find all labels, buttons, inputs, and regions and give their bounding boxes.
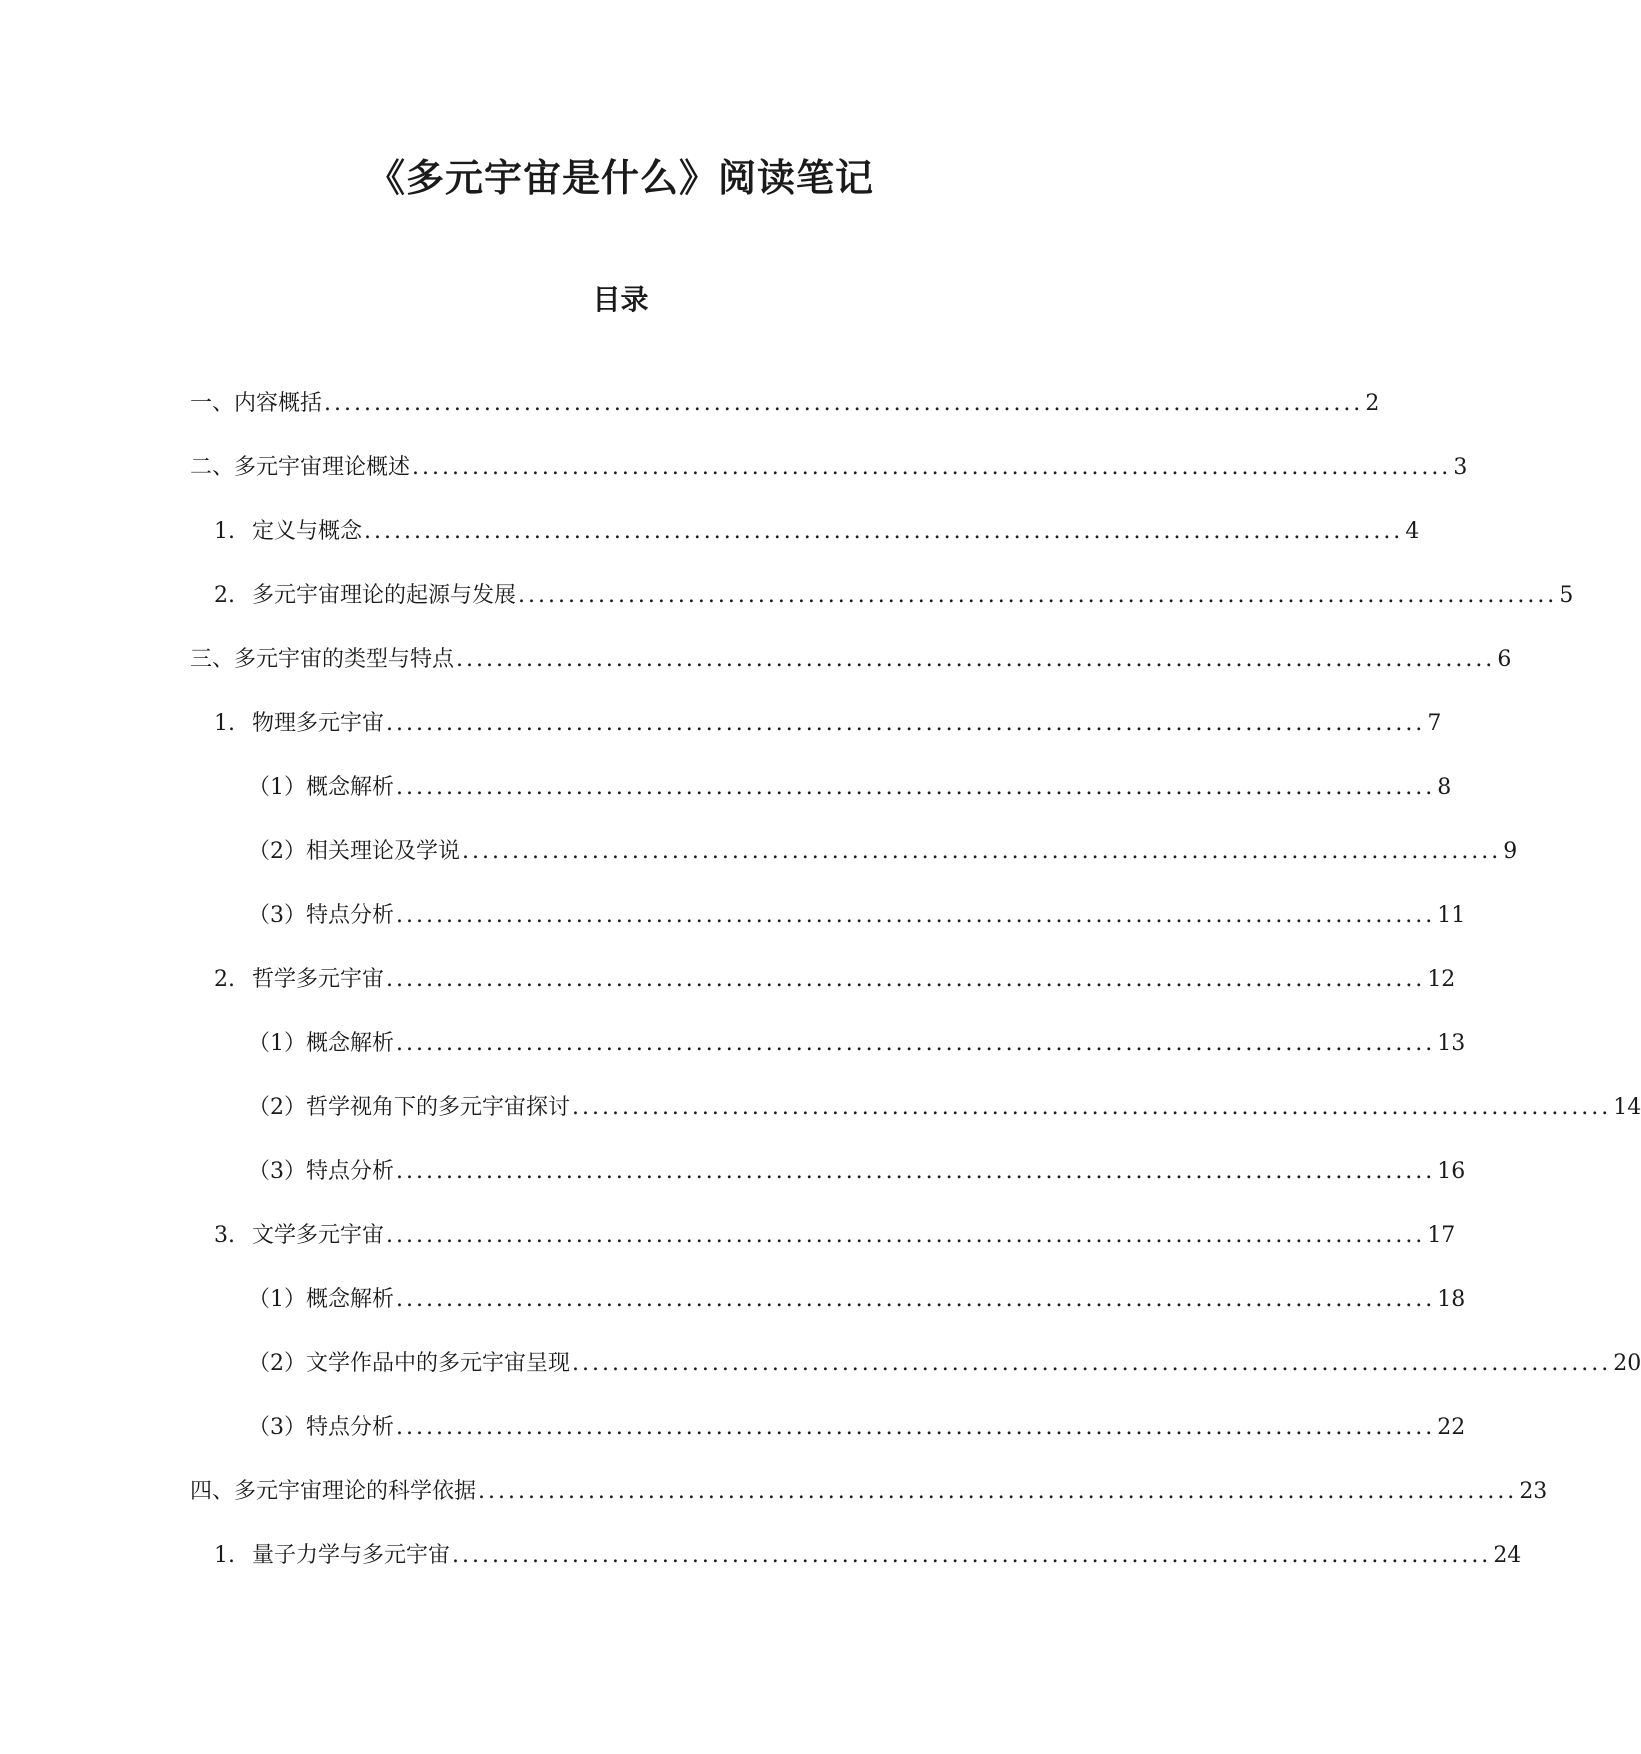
toc-entry-label: 多元宇宙理论的起源与发展 xyxy=(252,583,517,608)
toc-entry[interactable] xyxy=(248,1024,1466,1064)
toc-entry-leader: ........................................................................................................ xyxy=(324,391,1364,416)
toc-entry[interactable] xyxy=(248,1152,1466,1192)
toc-entry-label: 二、多元宇宙理论概述 xyxy=(190,455,411,480)
toc-entry-page: 14 xyxy=(1613,1095,1641,1120)
toc-entry-page: 18 xyxy=(1437,1287,1466,1312)
toc-entry-page: 23 xyxy=(1519,1479,1548,1504)
toc-entry-page: 16 xyxy=(1437,1159,1466,1184)
toc-entry-page: 8 xyxy=(1437,775,1452,800)
toc-entry-leader: ........................................................................................................ xyxy=(386,711,1426,736)
toc-entry-leader: ........................................................................................................ xyxy=(386,1223,1426,1248)
toc-entry-page: 24 xyxy=(1493,1543,1522,1568)
toc-entry-number: 3. xyxy=(214,1223,235,1248)
toc-entry-label: 三、多元宇宙的类型与特点 xyxy=(190,647,455,672)
toc-entry-label: 定义与概念 xyxy=(252,519,363,544)
toc-entry[interactable] xyxy=(248,896,1466,936)
toc-entry-label: 一、内容概括 xyxy=(190,391,323,416)
toc-entry[interactable] xyxy=(214,512,1420,552)
toc-entry-label: （2）哲学视角下的多元宇宙探讨 xyxy=(248,1095,570,1120)
toc-entry[interactable] xyxy=(190,640,1512,680)
toc-entry[interactable] xyxy=(214,960,1456,1000)
toc-entry[interactable] xyxy=(214,576,1574,616)
toc-entry-page: 7 xyxy=(1427,711,1442,736)
toc-entry-label: （1）概念解析 xyxy=(248,775,394,800)
toc-entry-leader: ........................................................................................................ xyxy=(396,775,1436,800)
toc-entry-label: （2）相关理论及学说 xyxy=(248,839,460,864)
toc-entry-label: 哲学多元宇宙 xyxy=(252,967,385,992)
toc-entry-page: 22 xyxy=(1437,1415,1466,1440)
toc-entry[interactable] xyxy=(248,1344,1641,1384)
toc-entry-leader: ........................................................................................................ xyxy=(396,1415,1436,1440)
toc-entry-leader: ........................................................................................................ xyxy=(452,1543,1492,1568)
toc-entry-number: 2. xyxy=(214,967,235,992)
toc-entry-leader: ........................................................................................................ xyxy=(396,1159,1436,1184)
toc-entry-leader: ........................................................................................................ xyxy=(572,1351,1612,1376)
toc-entry[interactable] xyxy=(248,832,1518,872)
toc-entry-label: （3）特点分析 xyxy=(248,1159,394,1184)
toc-entry-page: 17 xyxy=(1427,1223,1456,1248)
toc-entry-label: （1）概念解析 xyxy=(248,1031,394,1056)
toc-entry[interactable] xyxy=(190,1472,1548,1512)
toc-entry-label: 文学多元宇宙 xyxy=(252,1223,385,1248)
toc-entry-label: 物理多元宇宙 xyxy=(252,711,385,736)
toc-entry[interactable] xyxy=(190,448,1468,488)
toc-entry-leader: ........................................................................................................ xyxy=(396,1031,1436,1056)
toc-entry-label: （3）特点分析 xyxy=(248,1415,394,1440)
toc-entry-label: （3）特点分析 xyxy=(248,903,394,928)
toc-heading: 目录 xyxy=(592,283,649,316)
toc-entry-leader: ........................................................................................................ xyxy=(456,647,1496,672)
toc-entry-leader: ........................................................................................................ xyxy=(518,583,1558,608)
toc-entry-page: 11 xyxy=(1437,903,1466,928)
toc-entry[interactable] xyxy=(214,704,1442,744)
toc-entry[interactable] xyxy=(248,1280,1466,1320)
toc-entry-page: 6 xyxy=(1497,647,1512,672)
toc-entry[interactable] xyxy=(248,1088,1641,1128)
toc-entry[interactable] xyxy=(248,768,1452,808)
toc-entry-leader: ........................................................................................................ xyxy=(478,1479,1518,1504)
toc-entry-page: 9 xyxy=(1503,839,1518,864)
toc-entry-number: 1. xyxy=(214,711,235,736)
toc-entry[interactable] xyxy=(214,1216,1456,1256)
toc-entry-leader: ........................................................................................................ xyxy=(412,455,1452,480)
toc-entry-leader: ........................................................................................................ xyxy=(396,903,1436,928)
toc-entry-label: （1）概念解析 xyxy=(248,1287,394,1312)
toc-entry-label: 四、多元宇宙理论的科学依据 xyxy=(190,1479,477,1504)
toc-entry[interactable] xyxy=(248,1408,1466,1448)
toc-entry[interactable] xyxy=(190,384,1380,424)
toc-entry-page: 2 xyxy=(1365,391,1380,416)
toc-entry-page: 13 xyxy=(1437,1031,1466,1056)
toc-entry-leader: ........................................................................................................ xyxy=(386,967,1426,992)
toc-entry-label: 量子力学与多元宇宙 xyxy=(252,1543,451,1568)
toc-entry-page: 20 xyxy=(1613,1351,1641,1376)
toc-entry-page: 4 xyxy=(1405,519,1420,544)
toc-entry-leader: ........................................................................................................ xyxy=(572,1095,1612,1120)
toc-entry-page: 5 xyxy=(1559,583,1574,608)
toc-entry-leader: ........................................................................................................ xyxy=(364,519,1404,544)
toc-entry-label: （2）文学作品中的多元宇宙呈现 xyxy=(248,1351,570,1376)
toc-entry-page: 12 xyxy=(1427,967,1456,992)
toc-entry-leader: ........................................................................................................ xyxy=(396,1287,1436,1312)
toc-entry-page: 3 xyxy=(1453,455,1468,480)
document-title: 《多元宇宙是什么》阅读笔记 xyxy=(366,156,874,200)
toc-entry-number: 1. xyxy=(214,1543,235,1568)
toc-entry[interactable] xyxy=(214,1536,1522,1576)
toc-entry-number: 1. xyxy=(214,519,235,544)
toc-entry-number: 2. xyxy=(214,583,235,608)
toc-entry-leader: ........................................................................................................ xyxy=(462,839,1502,864)
